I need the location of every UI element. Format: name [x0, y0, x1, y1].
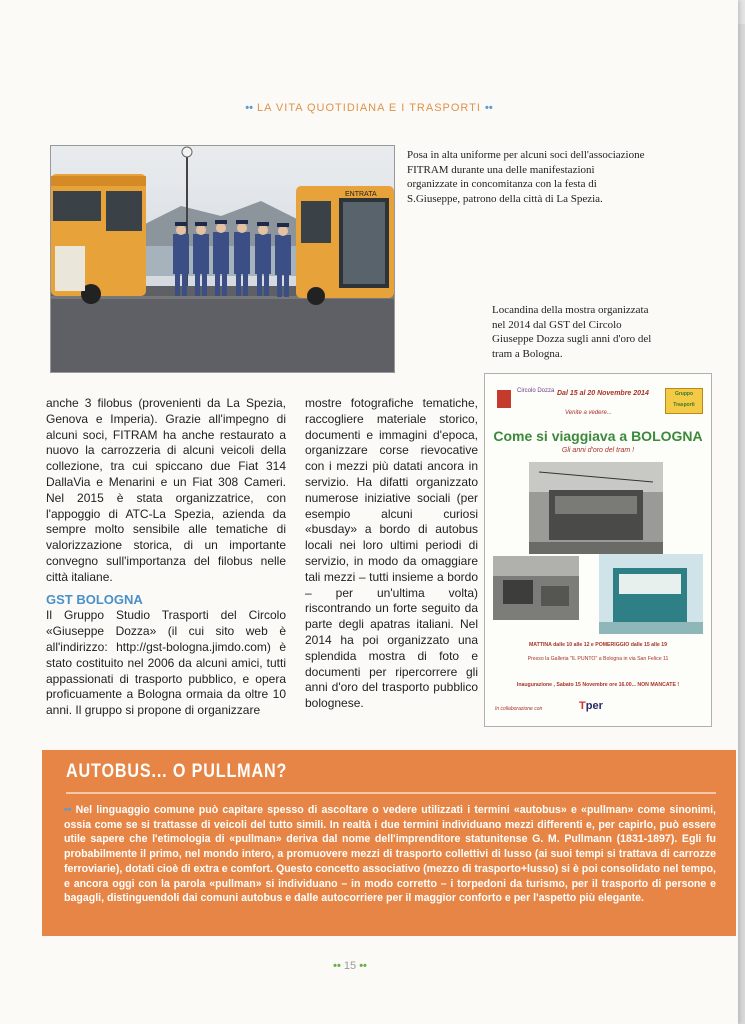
header-dots-right: ••	[485, 102, 493, 114]
poster-hours: MATTINA dalle 10 alle 12 e POMERIGGIO dalle 15 alle 19	[528, 642, 668, 648]
circolo-logo-text: Circolo Dozza	[517, 388, 555, 394]
column2-paragraph-1: mostre fotografiche tematiche, raccogliere materiale storico, documenti e immagini d'epoca, organizzare corse rievocative con i mezzi più datati ancora in servizio. Ha difatti organizzato numerose iniziative sociali (per esempio alcuni curiosi «busday» a bordo di autobus locali nei loro ultimi periodi di servizio, in modo da omaggiare tali mezzi – tutti insieme a bordo – per un'ultima volta) riscontrando un forte seguito da parte degli apatras italiani. Nel 2014 ha poi organizzato una splendida mostra di foto e documenti per ripercorrere gli anni d'oro del trasporto pubblico bolognese.	[305, 396, 478, 711]
article-column-2	[305, 396, 478, 712]
exhibition-poster	[484, 373, 712, 727]
poster-collaboration: In collaborazione con	[495, 706, 543, 712]
box-title: AUTOBUS... O PULLMAN?	[66, 761, 288, 782]
gst-bologna-heading: GST BOLOGNA	[46, 591, 143, 607]
gruppo-trasporti-badge: Gruppo Trasporti	[665, 388, 703, 414]
poster-header	[493, 384, 703, 424]
circolo-logo-icon	[497, 390, 511, 408]
box-text	[64, 803, 716, 906]
box-dots: ••	[64, 804, 72, 816]
page-footer	[0, 960, 700, 972]
footer-dots-right: ••	[359, 960, 367, 972]
uniform-group-photo	[50, 145, 395, 373]
poster-caption: Locandina della mostra organizzata nel 2014 dal GST del Circolo Giuseppe Dozza sugli anni d'oro del tram a Bologna.	[492, 304, 652, 360]
poster-tram-photo-tinted	[599, 554, 703, 634]
column1-paragraph-1: anche 3 filobus (provenienti da La Spezia, Genova e Imperia). Grazie all'impegno di alcuni soci, FITRAM ha anche restaurato a nuovo la carrozzeria di alcuni veicoli della collezione, tra cui spiccano due Fiat 314 DallaVia e Menarini e un Fiat 308 Cameri. Nel 2015 è stata organizzatrice, con l'appoggio di ATC-La Spezia, azienda da sempre molto sensibile alle tematiche di valorizzazione storica, di un importante convegno sull'importanza del filobus nelle città italiane.	[46, 396, 286, 584]
tper-logo-rest: per	[585, 700, 603, 712]
autobus-pullman-box	[42, 750, 736, 936]
header-dots-left: ••	[245, 102, 253, 114]
poster-venue: Presso la Galleria "IL PUNTO" a Bologna in via San Felice 11	[527, 656, 669, 662]
poster-title: Come si viaggiava a BOLOGNA	[493, 428, 703, 444]
tper-logo	[579, 700, 603, 712]
column1-paragraph-2: Il Gruppo Studio Trasporti del Circolo «Giuseppe Dozza» (il cui sito web è all'indirizzo: http://gst-bologna.jimdo.com) è stato costituito nel 2006 da alcuni amici, tutti appassionati di trasporto pubblico, e opera proficuamente a Bologna ormaia da oltre 10 anni. Il gruppo si propone di organizzare	[46, 608, 286, 718]
article-column-1	[46, 396, 286, 719]
bus-entrance-sign: ENTRATA	[345, 191, 377, 198]
box-divider	[66, 792, 716, 794]
section-title: LA VITA QUOTIDIANA E I TRASPORTI	[257, 102, 481, 114]
section-header	[0, 102, 738, 114]
poster-dates: Dal 15 al 20 Novembre 2014	[557, 390, 649, 397]
poster-footer	[491, 700, 705, 720]
photo-caption: Posa in alta uniforme per alcuni soci dell'associazione FITRAM durante una delle manifestazioni organizzate in concomitanza con la festa di S.Giuseppe, patrono della città di La Spezia.	[407, 149, 645, 205]
page-number: 15	[343, 960, 357, 972]
poster-street-photo	[493, 556, 579, 620]
box-body: Nel linguaggio comune può capitare spesso di ascoltare o vedere utilizzati i termini «autobus» e «pullman» come sinonimi, ossia come se si trattasse di veicoli del tutto simili. In realtà i due termini individuano mezzi differenti e, per capirlo, può essere utile sapere che l'etimologia di «pullman» deriva dal nome dell'imprenditore statunitense G. M. Pullmann (1831-1897). Egli fu probabilmente il primo, nel mondo intero, a promuovere mezzi di trasporto collettivi di lusso (ai suoi tempi si trattava di carrozze ferroviarie), dotati cioè di extra e comfort. Questo concetto associativo (mezzo di trasporto+lusso) si è poi consolidato nel tempo, e ancora oggi con la parola «pullman» si individuano – in modo corretto – i torpedoni da turismo, per il trasporto di persone e bagagli, distinguendoli dai comuni autobus e dalle autocorriere per il maggior conforto e per l'aspetto più elegante.	[64, 804, 716, 905]
poster-subtitle: Gli anni d'oro del tram !	[561, 447, 635, 454]
poster-invite: Venite a vedere...	[565, 410, 612, 416]
poster-tram-photo-main	[529, 462, 663, 554]
tper-logo-t: T	[579, 700, 586, 712]
footer-dots-left: ••	[333, 960, 341, 972]
poster-inauguration: Inaugurazione , Sabato 15 Novembre ore 16.00... NON MANCATE !	[516, 682, 680, 688]
